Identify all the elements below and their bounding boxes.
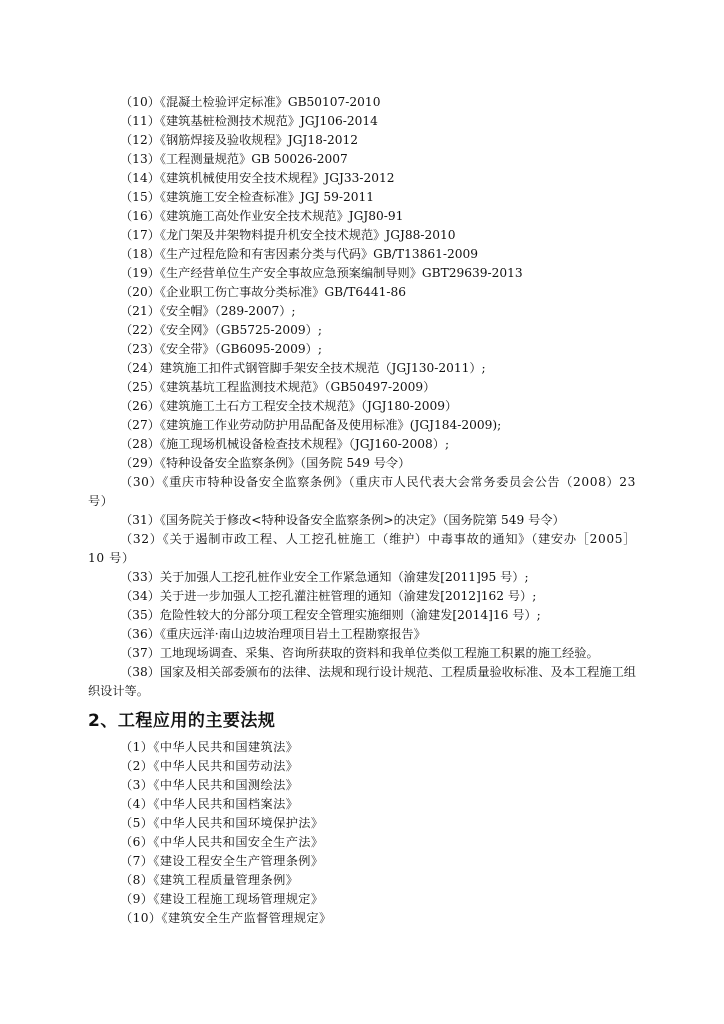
list-item: （11）《建筑基桩检测技术规范》JGJ106-2014 xyxy=(120,114,378,128)
list-item: （2）《中华人民共和国劳动法》 xyxy=(120,759,299,773)
list-item: （9）《建设工程施工现场管理规定》 xyxy=(120,892,324,906)
list-item: （17）《龙门架及井架物料提升机安全技术规范》JGJ88-2010 xyxy=(120,228,456,242)
list-item: （4）《中华人民共和国档案法》 xyxy=(120,797,299,811)
list-item: （7）《建设工程安全生产管理条例》 xyxy=(120,854,324,868)
list-item: （37）工地现场调查、采集、咨询所获取的资料和我单位类似工程施工积累的施工经验。 xyxy=(120,646,599,660)
list-item: （19）《生产经营单位生产安全事故应急预案编制导则》GBT29639-2013 xyxy=(120,266,523,280)
list-item: （16）《建筑施工高处作业安全技术规范》JGJ80-91 xyxy=(120,209,404,223)
list-item: （23）《安全带》（GB6095-2009）; xyxy=(120,342,322,356)
standards-list xyxy=(88,93,636,701)
list-item: （14）《建筑机械使用安全技术规程》JGJ33-2012 xyxy=(120,171,395,185)
list-item-wrapped: （38）国家及相关部委颁布的法律、法规和现行设计规范、工程质量验收标准、及本工程施工组织设计等。 xyxy=(88,665,636,698)
list-item: （8）《建筑工程质量管理条例》 xyxy=(120,873,299,887)
list-item: （5）《中华人民共和国环境保护法》 xyxy=(120,816,324,830)
list-item: （25）《建筑基坑工程监测技术规范》（GB50497-2009） xyxy=(120,380,436,394)
list-item-wrapped: （30）《重庆市特种设备安全监察条例》（重庆市人民代表大会常务委员会公告（2008）23 号） xyxy=(88,475,636,508)
list-item: （10）《混凝土检验评定标准》GB50107-2010 xyxy=(120,95,381,109)
list-item: （22）《安全网》（GB5725-2009）; xyxy=(120,323,322,337)
list-item: （24）建筑施工扣件式钢管脚手架安全技术规范（JGJ130-2011）; xyxy=(120,361,486,375)
list-item: （29）《特种设备安全监察条例》（国务院 549 号令） xyxy=(120,456,411,470)
list-item: （34）关于进一步加强人工挖孔灌注桩管理的通知（渝建发[2012]162 号）; xyxy=(120,589,537,603)
section-heading: 2、工程应用的主要法规 xyxy=(88,711,276,731)
list-item: （33）关于加强人工挖孔桩作业安全工作紧急通知（渝建发[2011]95 号）; xyxy=(120,570,529,584)
list-item: （13）《工程测量规范》GB 50026-2007 xyxy=(120,152,348,166)
list-item: （15）《建筑施工安全检查标准》JGJ 59-2011 xyxy=(120,190,375,204)
list-item: （18）《生产过程危险和有害因素分类与代码》GB/T13861-2009 xyxy=(120,247,478,261)
list-item: （12）《钢筋焊接及验收规程》JGJ18-2012 xyxy=(120,133,358,147)
list-item: （10）《建筑安全生产监督管理规定》 xyxy=(120,911,332,925)
regulations-list xyxy=(88,738,636,928)
list-item-wrapped: （32）《关于遏制市政工程、人工挖孔桩施工（维护）中毒事故的通知》（建安办［2005］10 号） xyxy=(88,532,636,565)
list-item: （3）《中华人民共和国测绘法》 xyxy=(120,778,299,792)
list-item: （1）《中华人民共和国建筑法》 xyxy=(120,740,299,754)
list-item: （28）《施工现场机械设备检查技术规程》（JGJ160-2008）; xyxy=(120,437,450,451)
list-item: （20）《企业职工伤亡事故分类标准》GB/T6441-86 xyxy=(120,285,406,299)
list-item: （35）危险性较大的分部分项工程安全管理实施细则（渝建发[2014]16 号）; xyxy=(120,608,541,622)
list-item: （6）《中华人民共和国安全生产法》 xyxy=(120,835,324,849)
document-content xyxy=(88,93,636,928)
list-item: （31）《国务院关于修改<特种设备安全监察条例>的决定》（国务院第 549 号令） xyxy=(120,513,565,527)
list-item: （27）《建筑施工作业劳动防护用品配备及使用标准》(JGJ184-2009); xyxy=(120,418,502,432)
list-item: （26）《建筑施工土石方工程安全技术规范》（JGJ180-2009） xyxy=(120,399,458,413)
list-item: （36）《重庆远洋·南山边坡治理项目岩土工程勘察报告》 xyxy=(120,627,426,641)
list-item: （21）《安全帽》（289-2007）; xyxy=(120,304,296,318)
